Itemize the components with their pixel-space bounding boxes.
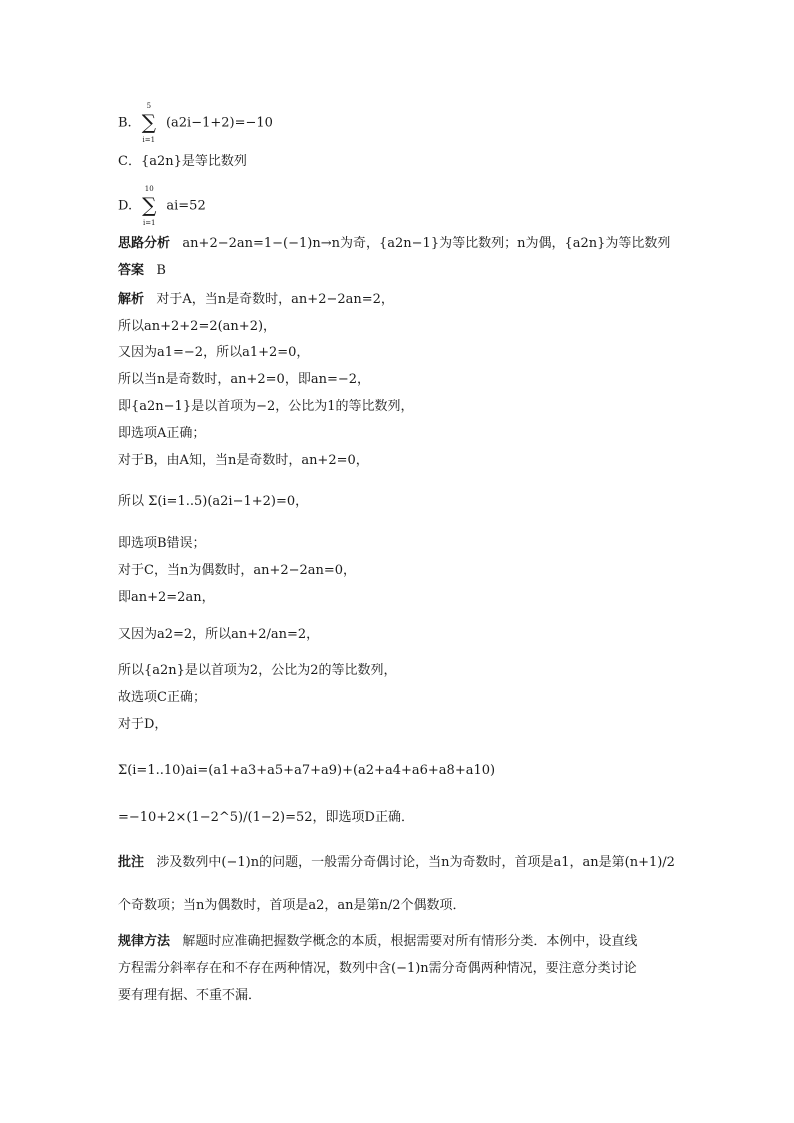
solution-line-8: 所以 Σ(i=1..5)(a2i−1+2)=0，: [118, 494, 309, 509]
answer-value: B: [156, 263, 166, 278]
sum-upper-limit: 5: [146, 102, 152, 110]
summation-symbol: 10 ∑ i=1: [138, 195, 160, 217]
solution-line-4: 所以当n是奇数时，an+2=0，即an=−2，: [118, 372, 371, 387]
solution-line-15: 对于D，: [118, 717, 168, 732]
method-line-2: 方程需分斜率存在和不存在两种情况，数列中含(−1)n需分奇偶两种情况，要注意分类讨论: [118, 961, 637, 976]
option-d-label: D.: [118, 198, 133, 214]
solution-line-2: 所以an+2+2=2(an+2)，: [118, 319, 277, 334]
option-d-body: ai=52: [166, 198, 206, 214]
solution-line-5: 即{a2n−1}是以首项为−2，公比为1的等比数列，: [118, 399, 414, 414]
comment-heading: 批注: [118, 855, 145, 870]
solution-line-11: 即an+2=2an，: [118, 590, 215, 605]
option-d: [118, 185, 206, 227]
summation-symbol: 5 ∑ i=1: [138, 112, 160, 134]
sum-lower-limit: i=1: [142, 219, 156, 227]
solution-heading: 解析: [118, 292, 145, 307]
answer: [118, 263, 166, 279]
analysis-hint: [118, 236, 670, 252]
method-line-1: 规律方法 解题时应准确把握数学概念的本质，根据需要对所有情形分类．本例中，设直线: [118, 934, 638, 949]
method-line-3: 要有理有据、不重不漏．: [118, 988, 262, 1003]
solution-line-7: 对于B，由A知，当n是奇数时，an+2=0，: [118, 453, 369, 468]
solution-line-1: 解析 对于A，当n是奇数时，an+2−2an=2，: [118, 292, 394, 307]
solution-line-13: 所以{a2n}是以首项为2，公比为2的等比数列，: [118, 663, 397, 678]
solution-line-12: 又因为a2=2，所以an+2/an=2，: [118, 627, 320, 642]
comment-line-2: 个奇数项；当n为偶数时，首项是a2，an是第n/2个偶数项．: [118, 898, 466, 913]
solution-line-3: 又因为a1=−2，所以a1+2=0，: [118, 345, 310, 360]
solution-line-17: =−10+2×(1−2^5)/(1−2)=52，即选项D正确．: [118, 810, 414, 825]
analysis-hint-text: an+2−2an=1−(−1)n→n为奇，{a2n−1}为等比数列；n为偶，{a2n}为等比数列: [182, 236, 671, 251]
solution-line-6: 即选项A正确；: [118, 426, 206, 441]
sum-upper-limit: 10: [144, 185, 154, 193]
sum-lower-limit: i=1: [142, 136, 156, 144]
solution-line-9: 即选项B错误；: [118, 536, 206, 551]
comment-line-1: 批注 涉及数列中(−1)n的问题，一般需分奇偶讨论，当n为奇数时，首项是a1，an是第(n+1)/2: [118, 855, 675, 870]
option-b: [118, 102, 273, 144]
analysis-hint-heading: 思路分析: [118, 236, 171, 251]
solution-line-16: Σ(i=1..10)ai=(a1+a3+a5+a7+a9)+(a2+a4+a6+a8+a10): [118, 763, 496, 778]
solution-line-14: 故选项C正确；: [118, 690, 206, 705]
solution-line-10: 对于C，当n为偶数时，an+2−2an=0，: [118, 563, 357, 578]
option-b-label: B.: [118, 115, 132, 131]
option-b-body: (a2i−1+2)=−10: [165, 115, 273, 131]
answer-heading: 答案: [118, 263, 145, 278]
method-heading: 规律方法: [118, 934, 171, 949]
option-c: C．{a2n}是等比数列: [118, 154, 247, 169]
